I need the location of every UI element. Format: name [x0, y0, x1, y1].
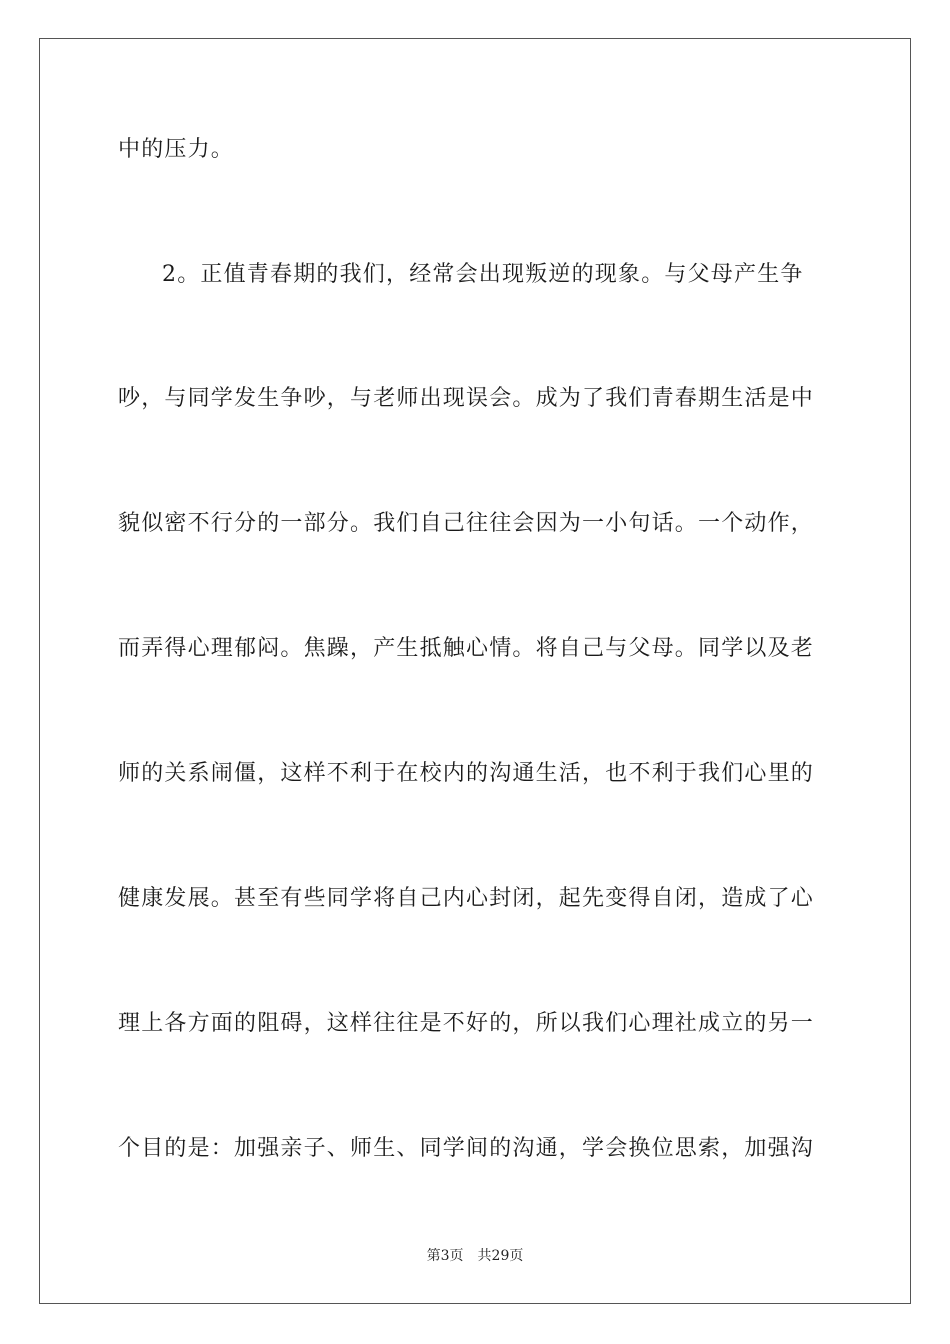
current-page-number: 第3页 — [426, 1248, 464, 1264]
text-line-7: 健康发展。甚至有些同学将自己内心封闭，起先变得自闭，造成了心 — [118, 886, 815, 911]
text-line-9: 个目的是：加强亲子、师生、同学间的沟通，学会换位思索，加强沟 — [118, 1136, 815, 1161]
text-line-6: 师的关系闹僵，这样不利于在校内的沟通生活，也不利于我们心里的 — [118, 761, 815, 786]
text-line-5: 而弄得心理郁闷。焦躁，产生抵触心情。将自己与父母。同学以及老 — [118, 636, 815, 661]
total-page-count: 共29页 — [477, 1248, 524, 1264]
text-line-4: 貌似密不行分的一部分。我们自己往往会因为一小句话。一个动作， — [118, 511, 815, 536]
page-border — [39, 38, 911, 1304]
text-line-1: 中的压力。 — [118, 137, 235, 162]
page-footer — [0, 1246, 950, 1266]
text-line-2: 2。正值青春期的我们，经常会出现叛逆的现象。与父母产生争 — [162, 262, 804, 287]
text-line-8: 理上各方面的阻碍，这样往往是不好的，所以我们心理社成立的另一 — [118, 1011, 815, 1036]
text-line-3: 吵，与同学发生争吵，与老师出现误会。成为了我们青春期生活是中 — [118, 386, 815, 411]
